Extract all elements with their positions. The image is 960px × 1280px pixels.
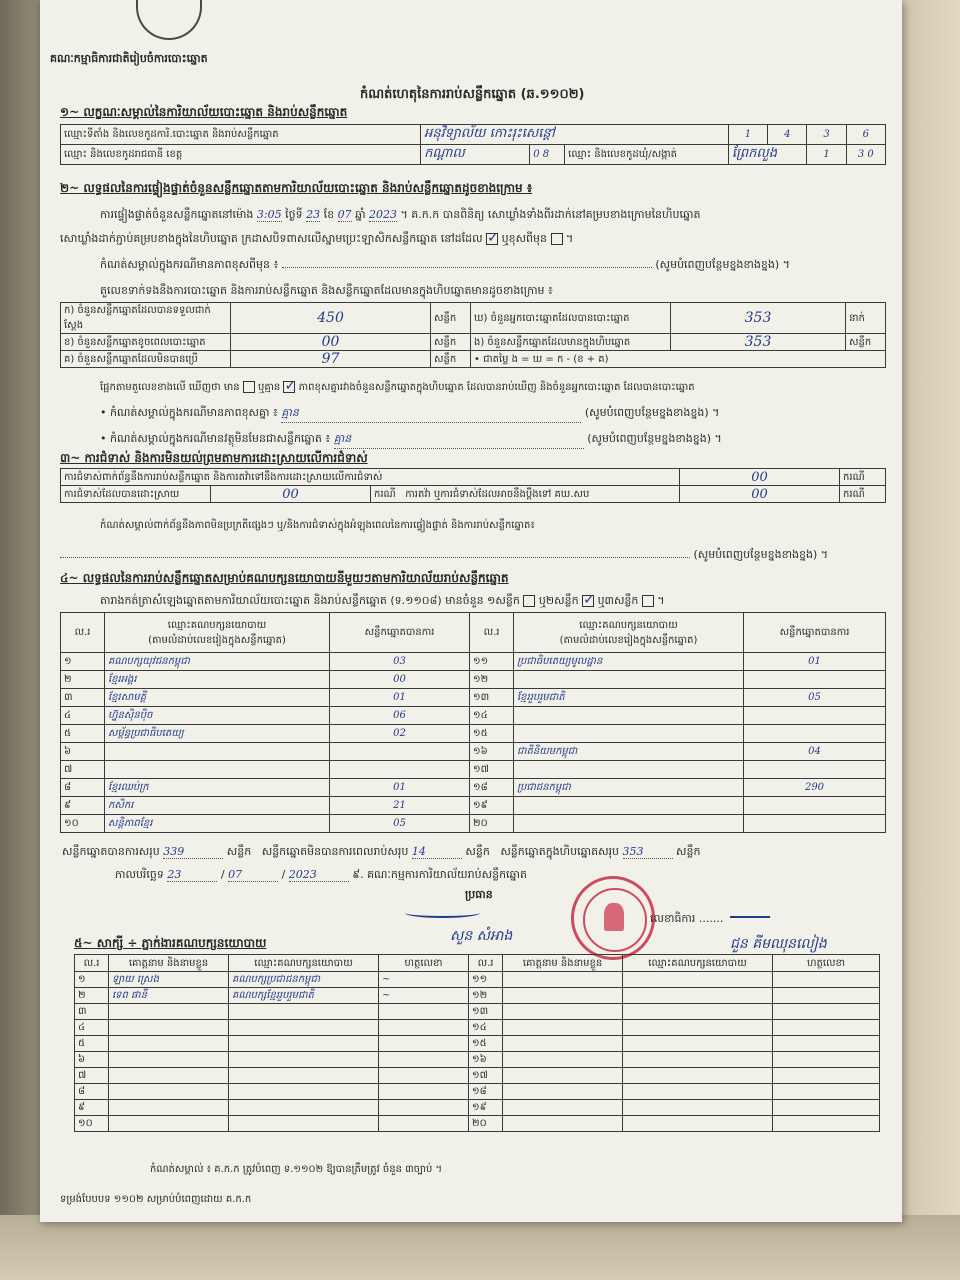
- col-party: ឈ្មោះគណបក្សនយោបាយ: [229, 955, 379, 972]
- witness-party: [229, 1052, 379, 1068]
- row-no: ១១: [469, 972, 503, 988]
- witness-party: គណបក្សខ្មែររួបរួមជាតិ: [229, 988, 379, 1004]
- col-no: ល.រ: [470, 613, 514, 653]
- location-code-4: 6: [846, 125, 885, 145]
- results-row: [61, 689, 886, 707]
- col-party: ឈ្មោះគណបក្សនយោបាយ: [623, 955, 773, 972]
- location-value: អនុវិទ្យាល័យ កោះរុះសេន្តៅ: [421, 125, 729, 145]
- results-row: [61, 761, 886, 779]
- witness-name: [503, 972, 623, 988]
- witness-party: [229, 1084, 379, 1100]
- irregularity-note: កំណត់សម្គាល់ពាក់ព័ន្ធនឹងភាពមិនប្រក្រតីផ្សេងៗ ឬ/និងការជំទាស់ក្នុងអំឡុងពេលនៃការផ្ទៀងផ្ទាត់ និងការរាប់សន្លឹកឆ្នោត៖: [100, 520, 535, 531]
- col-votes: សន្លឹកឆ្នោតបានការ: [330, 613, 470, 653]
- witness-name: [109, 1020, 229, 1036]
- secretary-title: លេខាធិការ .......: [650, 912, 724, 925]
- unit: សន្លឹក: [846, 334, 886, 351]
- witness-party: [623, 1004, 773, 1020]
- row-no: ១០: [75, 1116, 109, 1132]
- location-code-3: 3: [807, 125, 846, 145]
- party-name: ប្រជាធិបតេយ្យមូលដ្ឋាន: [514, 653, 744, 671]
- row-no: ១៩: [469, 1100, 503, 1116]
- results-row: [61, 725, 886, 743]
- figures-intro: តួលេខទាក់ទងនឹងការបោះឆ្នោត និងការរាប់សន្លឹកឆ្នោត និងសន្លឹកឆ្នោតដែលមានក្នុងហិបឆ្នោតមានដូចខាងក្រោម ៖: [100, 284, 553, 297]
- in-box-value: 353: [671, 334, 846, 351]
- witness-party: [229, 1036, 379, 1052]
- witness-party: [229, 1004, 379, 1020]
- witness-name: [503, 1052, 623, 1068]
- party-votes: [330, 761, 470, 779]
- foreign-object-note: • កំណត់សម្គាល់ក្នុងករណីមានវត្ថុមិនមែនជាសន្លឹកឆ្នោត ៖ គ្មាន (សូមបំពេញបន្ថែមខ្នងខាងខ្នង) ។: [100, 432, 880, 449]
- voters-value: 353: [671, 303, 846, 334]
- party-votes: 01: [744, 653, 886, 671]
- difference-note-line: កំណត់សម្គាល់ក្នុងករណីមានភាពខុសពីមុន ៖ (សូមបំពេញបន្ថែមខ្នងខាងខ្នង) ។: [100, 258, 790, 271]
- witness-signature: [379, 1068, 469, 1084]
- row-no: ៩: [75, 1100, 109, 1116]
- witness-row: [75, 1004, 880, 1020]
- row-no: ១៩: [470, 797, 514, 815]
- party-votes: [744, 707, 886, 725]
- party-name: ខ្មែរឈប់ក្រ: [105, 779, 330, 797]
- row-no: ១៧: [470, 761, 514, 779]
- col-votes: សន្លឹកឆ្នោតបានការ: [744, 613, 886, 653]
- witness-party: [623, 1020, 773, 1036]
- row-no: ១៥: [469, 1036, 503, 1052]
- row-no: ៨: [61, 779, 105, 797]
- commune-value: ព្រែកលួង: [728, 145, 807, 165]
- col-name: គោត្តនាម និងនាមខ្លួន: [109, 955, 229, 972]
- party-name: ប្រជាជនកម្ពុជា: [514, 779, 744, 797]
- results-row: [61, 671, 886, 689]
- row-no: ៦: [61, 743, 105, 761]
- row-no: ១៣: [469, 1004, 503, 1020]
- date-month: 07: [228, 868, 278, 882]
- section-5-heading: ៥~ សាក្សី ÷ ភ្នាក់ងារគណបក្សនយោបាយ: [74, 936, 267, 950]
- foreign-object-note-value: គ្មាន: [334, 432, 584, 449]
- total-invalid: 14: [412, 845, 462, 859]
- witness-signature: [773, 988, 880, 1004]
- location-code-1: 1: [728, 125, 767, 145]
- party-votes: 01: [330, 779, 470, 797]
- party-votes: 03: [330, 653, 470, 671]
- witness-party: [229, 1068, 379, 1084]
- section-3-heading: ៣~ ការជំទាស់ និងការមិនយល់ព្រមតាមការដោះស្រាយលើការជំទាស់: [60, 451, 368, 465]
- verify-time: 3:05: [256, 208, 282, 221]
- figures-table: [60, 302, 886, 368]
- official-stamp: [571, 876, 655, 960]
- president-title: ប្រធាន: [465, 888, 493, 901]
- commune-code-2: 3 0: [846, 145, 885, 165]
- verify-year: 2023: [369, 208, 398, 221]
- row-no: ១៦: [470, 743, 514, 761]
- witness-signature: [773, 1020, 880, 1036]
- wall-background: [900, 0, 960, 1280]
- province-value: កណ្តាល: [421, 145, 530, 165]
- witness-party: [229, 1116, 379, 1132]
- witness-name: [503, 1036, 623, 1052]
- resolved-label: ការជំទាស់ដែលបានដោះស្រាយ: [61, 486, 211, 503]
- party-name: កសិករ: [105, 797, 330, 815]
- row-no: ៣: [75, 1004, 109, 1020]
- witness-party: [623, 1116, 773, 1132]
- unused-value: 97: [231, 351, 431, 368]
- witness-name: [109, 1004, 229, 1020]
- form-title: កំណត់ហេតុនៃការរាប់សន្លឹកឆ្នោត (ឆ.១១០២): [360, 87, 585, 102]
- party-name: សន្តិភាពខ្មែរ: [105, 815, 330, 833]
- in-box-label: ង) ចំនួនសន្លឹកឆ្នោតដែលមានក្នុងហិបឆ្នោត: [471, 334, 671, 351]
- results-row: [61, 653, 886, 671]
- row-no: ៥: [61, 725, 105, 743]
- witness-name: [503, 988, 623, 1004]
- spoiled-value: 00: [231, 334, 431, 351]
- ballot-counting-report-form: [40, 0, 902, 1222]
- objections-label: ការជំទាស់ពាក់ព័ន្ធនឹងការរាប់សន្លឹកឆ្នោត និងការតវ៉ាទៅនឹងការដោះស្រាយលើការជំទាស់: [61, 469, 680, 486]
- witness-name: [109, 1036, 229, 1052]
- results-row: [61, 797, 886, 815]
- col-sign: ហត្ថលេខា: [773, 955, 880, 972]
- row-no: ១៨: [470, 779, 514, 797]
- verify-day: 23: [306, 208, 321, 221]
- row-no: ១២: [470, 671, 514, 689]
- col-party: ឈ្មោះគណបក្សនយោបាយ (តាមលំដាប់លេខរៀងក្នុងសន្លឹកឆ្នោត): [105, 613, 330, 653]
- party-name: ខ្មែររួបរួមជាតិ: [514, 689, 744, 707]
- floor-background: [0, 1215, 960, 1280]
- row-no: ១៧: [469, 1068, 503, 1084]
- row-no: ២០: [469, 1116, 503, 1132]
- col-name: គោត្តនាម និងនាមខ្លួន: [503, 955, 623, 972]
- president-signature: [405, 908, 480, 918]
- different-checkbox[interactable]: [551, 233, 563, 245]
- unit: នាក់: [846, 303, 886, 334]
- party-name: [514, 797, 744, 815]
- party-name: ខ្មែរសាមគ្គី: [105, 689, 330, 707]
- footer-note: កំណត់សម្គាល់ ៖ គ.ក.ក ត្រូវបំពេញ ទ.១១០២ ឱ្យបានត្រឹមត្រូវ ចំនួន ៣ច្បាប់ ។: [150, 1164, 443, 1175]
- witness-signature: [379, 1020, 469, 1036]
- row-no: ១០: [61, 815, 105, 833]
- party-name: សម្ព័ន្ធប្រជាធិបតេយ្យ: [105, 725, 330, 743]
- difference-note-value: គ្មាន: [281, 406, 581, 423]
- unit: ករណី: [840, 469, 886, 486]
- has-difference-checkbox[interactable]: [243, 381, 255, 393]
- row-no: ១១: [470, 653, 514, 671]
- row-no: ២: [61, 671, 105, 689]
- row-no: ២: [75, 988, 109, 1004]
- appeal-value: 00: [680, 486, 840, 503]
- party-name: ខ្មែរអង្គរ: [105, 671, 330, 689]
- row-no: ៥: [75, 1036, 109, 1052]
- nec-emblem: [136, 0, 202, 40]
- witness-signature: [379, 1004, 469, 1020]
- row-no: ១៥: [470, 725, 514, 743]
- results-row: [61, 707, 886, 725]
- witness-signature: [379, 1036, 469, 1052]
- voters-label: ឃ) ចំនួនអ្នកបោះឆ្នោតដែលបានបោះឆ្នោត: [471, 303, 671, 334]
- total-in-box: 353: [623, 845, 673, 859]
- witness-row: [75, 1116, 880, 1132]
- totals-line: សន្លឹកឆ្នោតបានការសរុប 339 សន្លឹក សន្លឹកឆ្នោតមិនបានការពេលរាប់សរុប 14 សន្លឹក សន្លឹកឆ្នោតក្នុងហិបឆ្នោតសរុប 353 សន្លឹក: [62, 845, 701, 858]
- date-line: កាលបរិច្ឆេទ 23 / 07 / 2023 ៩. គណៈកម្មការការិយាល័យរាប់សន្លឹកឆ្នោត: [115, 868, 528, 881]
- location-table: [60, 124, 886, 165]
- witness-name: [503, 1084, 623, 1100]
- row-no: ៤: [61, 707, 105, 725]
- col-party: ឈ្មោះគណបក្សនយោបាយ (តាមលំដាប់លេខរៀងក្នុងសន្លឹកឆ្នោត): [514, 613, 744, 653]
- witness-party: [623, 1100, 773, 1116]
- row-no: ១៤: [469, 1020, 503, 1036]
- witness-row: [75, 1020, 880, 1036]
- witness-party: [623, 1084, 773, 1100]
- difference-note: • កំណត់សម្គាល់ក្នុងករណីមានភាពខុសគ្នា ៖ គ្មាន (សូមបំពេញបន្ថែមខ្នងខាងខ្នង) ។: [100, 406, 880, 423]
- witness-signature: [379, 1116, 469, 1132]
- witness-signature: [379, 1052, 469, 1068]
- two-sheets-checkbox[interactable]: [582, 595, 594, 607]
- verify-month: 07: [337, 208, 352, 221]
- witness-party: [229, 1020, 379, 1036]
- committee-label: គណៈកម្មាធិការជាតិរៀបចំការបោះឆ្នោត: [50, 52, 208, 65]
- witness-row: [75, 988, 880, 1004]
- party-votes: 21: [330, 797, 470, 815]
- secretary-signature: [730, 910, 770, 918]
- row-no: ១៨: [469, 1084, 503, 1100]
- witness-party: [623, 1068, 773, 1084]
- party-name: [105, 761, 330, 779]
- received-label: ក) ចំនួនសន្លឹកឆ្នោតដែលបានទទួលជាក់ស្តែង: [61, 303, 231, 334]
- witness-party: [623, 1036, 773, 1052]
- party-votes: 00: [330, 671, 470, 689]
- witness-signature: [773, 1116, 880, 1132]
- witness-signature: ~: [379, 972, 469, 988]
- row-no: ៧: [75, 1068, 109, 1084]
- secretary-name: ជួន គីមឈុនលៀង: [730, 936, 827, 952]
- row-no: ៧: [61, 761, 105, 779]
- formula: • ជាតម្លៃ ង = ឃ = ក - (ខ + គ): [471, 351, 886, 368]
- witness-party: គណបក្សប្រជាជនកម្ពុជា: [229, 972, 379, 988]
- witness-signature: [773, 972, 880, 988]
- witness-row: [75, 1084, 880, 1100]
- row-no: ៩: [61, 797, 105, 815]
- form-note: ទម្រង់បែបបទ ១១០២ សម្រាប់បំពេញដោយ គ.ក.ក: [60, 1194, 252, 1205]
- witness-name: [503, 1100, 623, 1116]
- witness-name: [109, 1116, 229, 1132]
- compare-line: ផ្អែកតាមតួលេខខាងលើ ឃើញថា មាន ឬគ្មាន ✓ ភាពខុសគ្នារវាងចំនួនសន្លឹកឆ្នោតក្នុងហិបឆ្នោត ដែលបានរាប់ឃើញ និងចំនួនអ្នកបោះឆ្នោត ដែលបានបោះឆ្នោត: [100, 380, 695, 395]
- party-votes: [744, 815, 886, 833]
- party-name: ហ្វ៊ុនស៊ិនប៉ិច: [105, 707, 330, 725]
- party-name: [514, 671, 744, 689]
- party-votes: 04: [744, 743, 886, 761]
- section-2-heading: ២~ លទ្ធផលនៃការផ្ទៀងផ្ទាត់ចំនួនសន្លឹកឆ្នោតតាមការិយាល័យបោះឆ្នោត និងរាប់សន្លឹកឆ្នោតដូចខាងក្រោម ៖: [60, 181, 533, 195]
- witness-signature: [773, 1004, 880, 1020]
- witness-signature: ~: [379, 988, 469, 1004]
- results-row: [61, 779, 886, 797]
- witness-name: ទេព ផានី: [109, 988, 229, 1004]
- irregularity-fill-line: (សូមបំពេញបន្ថែមខ្នងខាងខ្នង) ។: [60, 548, 886, 564]
- party-name: គណបក្សយុវជនកម្ពុជា: [105, 653, 330, 671]
- row-no: ១៦: [469, 1052, 503, 1068]
- one-sheet-checkbox[interactable]: [523, 595, 535, 607]
- province-code: 0 8: [530, 145, 565, 165]
- witness-signature: [773, 1036, 880, 1052]
- witness-name: [503, 1116, 623, 1132]
- witness-name: [503, 1004, 623, 1020]
- witness-signature: [773, 1084, 880, 1100]
- party-name: [514, 707, 744, 725]
- party-name: [514, 761, 744, 779]
- unit: សន្លឹក: [431, 351, 471, 368]
- party-votes: 01: [330, 689, 470, 707]
- party-votes: [744, 797, 886, 815]
- party-name: [514, 815, 744, 833]
- seal-check-line: សោឃ្លាំងដាក់ភ្ជាប់គម្របខាងក្នុងនៃហិបឆ្នោត ក្រដាសបិទពាសលើស្នាមប្រេះឡាសិកសន្លឹកឆ្នោត នៅដដែល ✓ ឬខុសពីមុន ។: [60, 232, 573, 248]
- no-difference-checkbox[interactable]: [283, 381, 295, 393]
- party-votes: [744, 761, 886, 779]
- party-votes: 05: [744, 689, 886, 707]
- party-results-table: [60, 612, 886, 833]
- section-1-heading: ១~ លក្ខណៈសម្គាល់នៃការិយាល័យបោះឆ្នោត និងរាប់សន្លឹកឆ្នោត: [60, 105, 348, 119]
- unit: សន្លឹក: [431, 303, 471, 334]
- row-no: ១៤: [470, 707, 514, 725]
- witness-signature: [379, 1100, 469, 1116]
- party-name: [105, 743, 330, 761]
- witness-row: [75, 1100, 880, 1116]
- witness-name: [109, 1068, 229, 1084]
- party-votes: [744, 725, 886, 743]
- party-votes: [330, 743, 470, 761]
- same-checkbox[interactable]: [486, 233, 498, 245]
- date-day: 23: [167, 868, 217, 882]
- unit: ករណី: [840, 486, 886, 503]
- col-no: ល.រ: [469, 955, 503, 972]
- spoiled-label: ខ) ចំនួនសន្លឹកឆ្នោតខូចពេលបោះឆ្នោត: [61, 334, 231, 351]
- objections-table: [60, 468, 886, 503]
- results-row: [61, 815, 886, 833]
- objections-value: 00: [680, 469, 840, 486]
- witness-name: [109, 1084, 229, 1100]
- location-code-2: 4: [768, 125, 807, 145]
- party-votes: 05: [330, 815, 470, 833]
- province-label: ឈ្មោះ និងលេខកូដរាជធានី ខេត្ត: [61, 145, 421, 165]
- witness-row: [75, 972, 880, 988]
- party-votes: [744, 671, 886, 689]
- total-valid: 339: [163, 845, 223, 859]
- row-no: ១: [61, 653, 105, 671]
- section-4-heading: ៤~ លទ្ធផលនៃការរាប់សន្លឹកឆ្នោតសម្រាប់គណបក្សនយោបាយនីមួយៗតាមការិយាល័យរាប់សន្លឹកឆ្នោត: [60, 571, 509, 585]
- col-no: ល.រ: [61, 613, 105, 653]
- col-sign: ហត្ថលេខា: [379, 955, 469, 972]
- unit: សន្លឹក: [431, 334, 471, 351]
- results-row: [61, 743, 886, 761]
- witness-party: [623, 988, 773, 1004]
- row-no: ១២: [469, 988, 503, 1004]
- witness-name: ឡាយ ស្រេង: [109, 972, 229, 988]
- row-no: ៤: [75, 1020, 109, 1036]
- resolved-unit-and-label: ករណី ការតវ៉ា ឬការជំទាស់ដែលអាចនឹងប្តឹងទៅ គឃ.សប: [371, 486, 680, 503]
- resolved-value: 00: [211, 486, 371, 503]
- date-year: 2023: [289, 868, 349, 882]
- unused-label: គ) ចំនួនសន្លឹកឆ្នោតដែលមិនបានប្រើ: [61, 351, 231, 368]
- row-no: ១: [75, 972, 109, 988]
- three-sheets-checkbox[interactable]: [642, 595, 654, 607]
- witness-signature: [773, 1068, 880, 1084]
- witness-table: [74, 954, 880, 1132]
- row-no: ១៣: [470, 689, 514, 707]
- row-no: ២០: [470, 815, 514, 833]
- witness-name: [109, 1052, 229, 1068]
- witness-signature: [773, 1052, 880, 1068]
- witness-name: [109, 1100, 229, 1116]
- witness-row: [75, 1068, 880, 1084]
- tally-sheet-line: តារាងកត់ត្រាសំឡេងឆ្នោតតាមការិយាល័យបោះឆ្នោត និងរាប់សន្លឹកឆ្នោត (ទ.១១០៨) មានចំនួន ១សន្លឹក ឬ២សន្លឹក ✓ ឬ៣សន្លឹក ។: [100, 594, 665, 610]
- received-value: 450: [231, 303, 431, 334]
- witness-party: [623, 1052, 773, 1068]
- witness-party: [623, 972, 773, 988]
- col-no: ល.រ: [75, 955, 109, 972]
- witness-row: [75, 1036, 880, 1052]
- row-no: ៣: [61, 689, 105, 707]
- party-votes: 06: [330, 707, 470, 725]
- party-votes: 02: [330, 725, 470, 743]
- witness-party: [229, 1100, 379, 1116]
- location-label: ឈ្មោះទីតាំង និងលេខកូដការិ.បោះឆ្នោត និងរាប់សន្លឹកឆ្នោត: [61, 125, 421, 145]
- verify-time-line: ការផ្ទៀងផ្ទាត់ចំនួនសន្លឹកឆ្នោតនៅម៉ោង 3:05 ថ្ងៃទី 23 ខែ 07 ឆ្នាំ 2023 ។ គ.ក.ក បានពិនិត្យ សោឃ្លាំងទាំងពីរដាក់នៅគម្របខាងក្រោមនៃហិបឆ្នោត: [100, 208, 701, 221]
- party-votes: 290: [744, 779, 886, 797]
- party-name: [514, 725, 744, 743]
- president-name: សួន សំអាង: [450, 928, 513, 944]
- commune-code-1: 1: [807, 145, 846, 165]
- row-no: ៦: [75, 1052, 109, 1068]
- commune-label: ឈ្មោះ និងលេខកូដឃុំ/សង្កាត់: [565, 145, 729, 165]
- witness-row: [75, 1052, 880, 1068]
- row-no: ៨: [75, 1084, 109, 1100]
- witness-signature: [773, 1100, 880, 1116]
- witness-name: [503, 1068, 623, 1084]
- witness-name: [503, 1020, 623, 1036]
- party-name: ជាតិនិយមកម្ពុជា: [514, 743, 744, 761]
- witness-signature: [379, 1084, 469, 1100]
